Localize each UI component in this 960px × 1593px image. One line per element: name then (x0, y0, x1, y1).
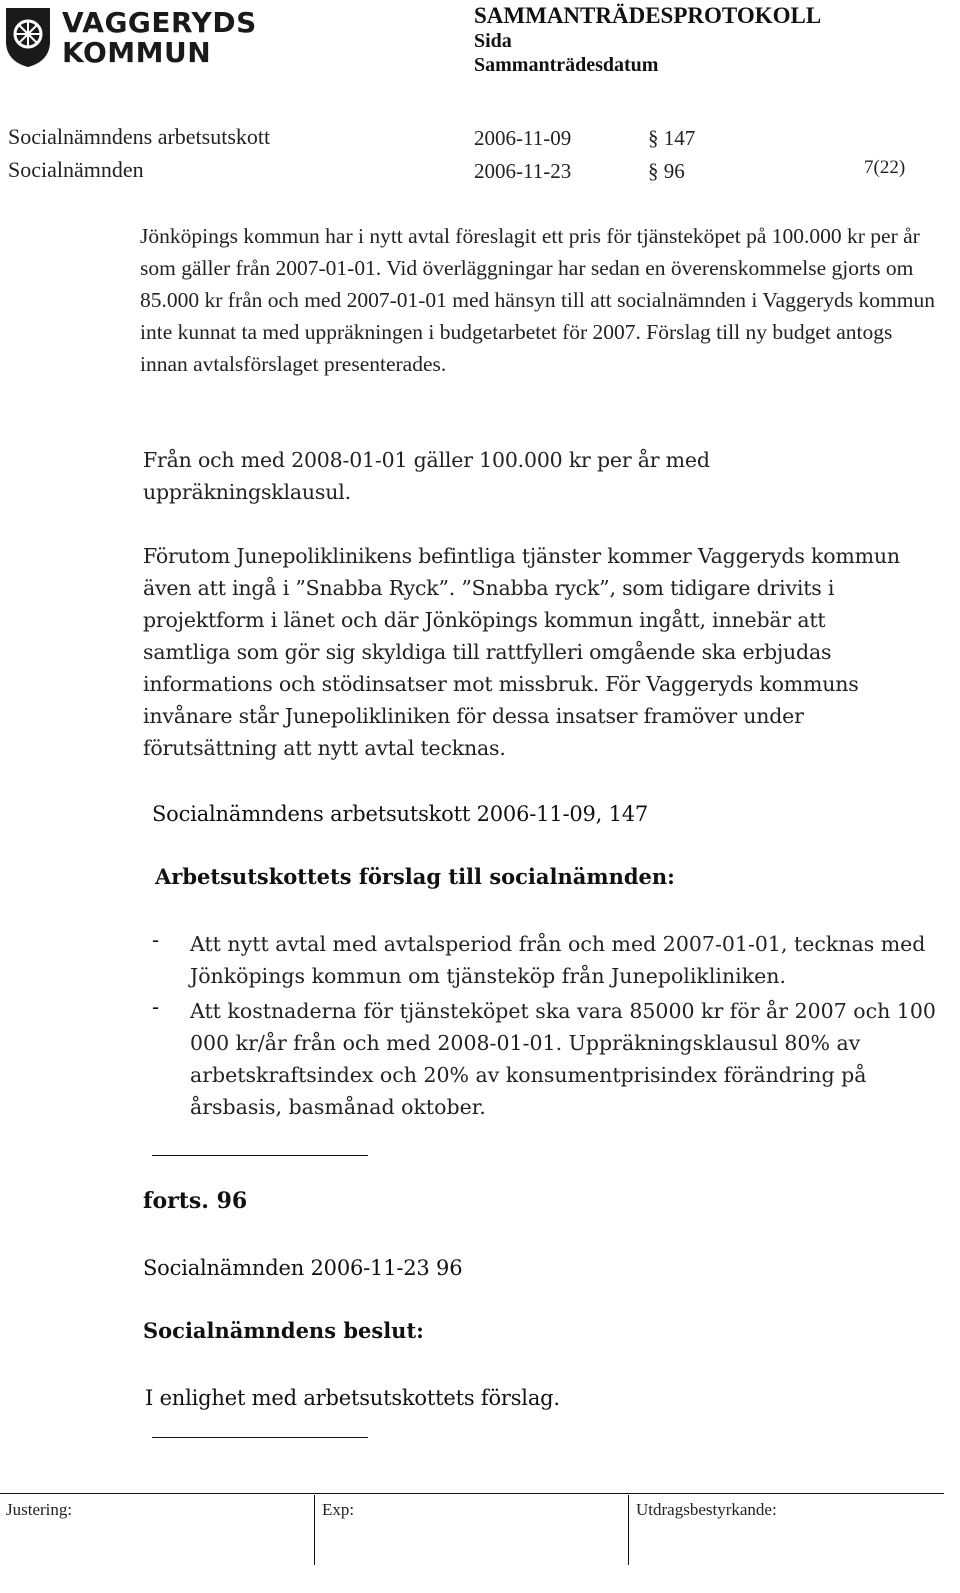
meeting-body-2: Socialnämnden (8, 157, 144, 182)
section-divider (152, 1437, 368, 1438)
utdragsbestyrkande-field: Utdragsbestyrkande: (636, 1500, 777, 1519)
au-reference: Socialnämndens arbetsutskott 2006-11-09, 147 (152, 802, 649, 826)
section-divider (152, 1155, 368, 1156)
footer-rule (0, 1493, 944, 1494)
proposal-text: Att nytt avtal med avtalsperiod från och med 2007-01-01, tecknas med Jönköpings kommun om tjänsteköp från Junepolikliniken. (190, 932, 926, 988)
sn-reference: Socialnämnden 2006-11-23 96 (143, 1256, 463, 1280)
exp-field: Exp: (322, 1500, 355, 1519)
body-paragraph-1: Jönköpings kommun har i nytt avtal föreslagit ett pris för tjänsteköpet på 100.000 kr per år som gäller från 2007-01-01. Vid överläggningar har sedan en överenskommelse gjorts om 85.000 kr från och med 2007-01-01 med hänsyn till att socialnämnden i Vaggeryds kommun inte kunnat ta med uppräkningen i budgetarbetet för 2007. Förslag till ny budget antogs innan avtalsförslaget presenterades. (140, 224, 935, 376)
body-paragraph-2: Från och med 2008-01-01 gäller 100.000 kr per år med uppräkningsklausul. (143, 448, 710, 504)
meeting-body-1: Socialnämndens arbetsutskott (8, 124, 271, 149)
meeting-section-2: § 96 (648, 159, 685, 183)
footer-column-divider (314, 1495, 315, 1565)
dash-bullet: - (152, 928, 160, 952)
meeting-section-1: § 147 (648, 126, 696, 150)
logo-name-line1: VAGGERYDS (62, 6, 257, 39)
proposal-text: Att kostnaderna för tjänsteköpet ska vara 85000 kr för år 2007 och 100 000 kr/år från och med 2008-01-01. Uppräkningsklausul 80% av arbetskraftsindex och 20% av konsumentprisindex förändring på årsbasis, basmånad oktober. (190, 999, 936, 1119)
sida-label: Sida (474, 30, 512, 52)
decision-text: I enlighet med arbetsutskottets förslag. (145, 1386, 560, 1410)
justering-field: Justering: (6, 1500, 73, 1519)
proposal-heading: Arbetsutskottets förslag till socialnämnden: (155, 864, 675, 889)
page-number: 7(22) (864, 157, 906, 178)
coat-of-arms-icon (4, 6, 52, 68)
meeting-date-label: Sammanträdesdatum (474, 54, 659, 76)
decision-heading: Socialnämndens beslut: (143, 1318, 424, 1343)
dash-bullet: - (152, 995, 160, 1019)
meeting-date-2: 2006-11-23 (474, 159, 572, 183)
continuation-label: forts. 96 (143, 1188, 248, 1214)
footer-column-divider (628, 1495, 629, 1565)
section-sign-icon: § (648, 126, 664, 150)
section-sign-icon: § (648, 159, 664, 183)
body-paragraph-3: Förutom Junepoliklinikens befintliga tjänster kommer Vaggeryds kommun även att ingå i ”Snabba Ryck”. ”Snabba ryck”, som tidigare drivits i projektform i länet och där Jönköpings kommun ingått, innebär att samtliga som gör sig skyldiga till rattfylleri omgående ska erbjudas informations och stödinsatser mot missbruk. För Vaggeryds kommuns invånare står Junepolikliniken för dessa insatser framöver under förutsättning att nytt avtal tecknas. (143, 544, 900, 760)
logo-name-line2: KOMMUN (62, 36, 212, 69)
document-type-title: SAMMANTRÄDESPROTOKOLL (474, 3, 822, 28)
meeting-date-1: 2006-11-09 (474, 126, 572, 150)
